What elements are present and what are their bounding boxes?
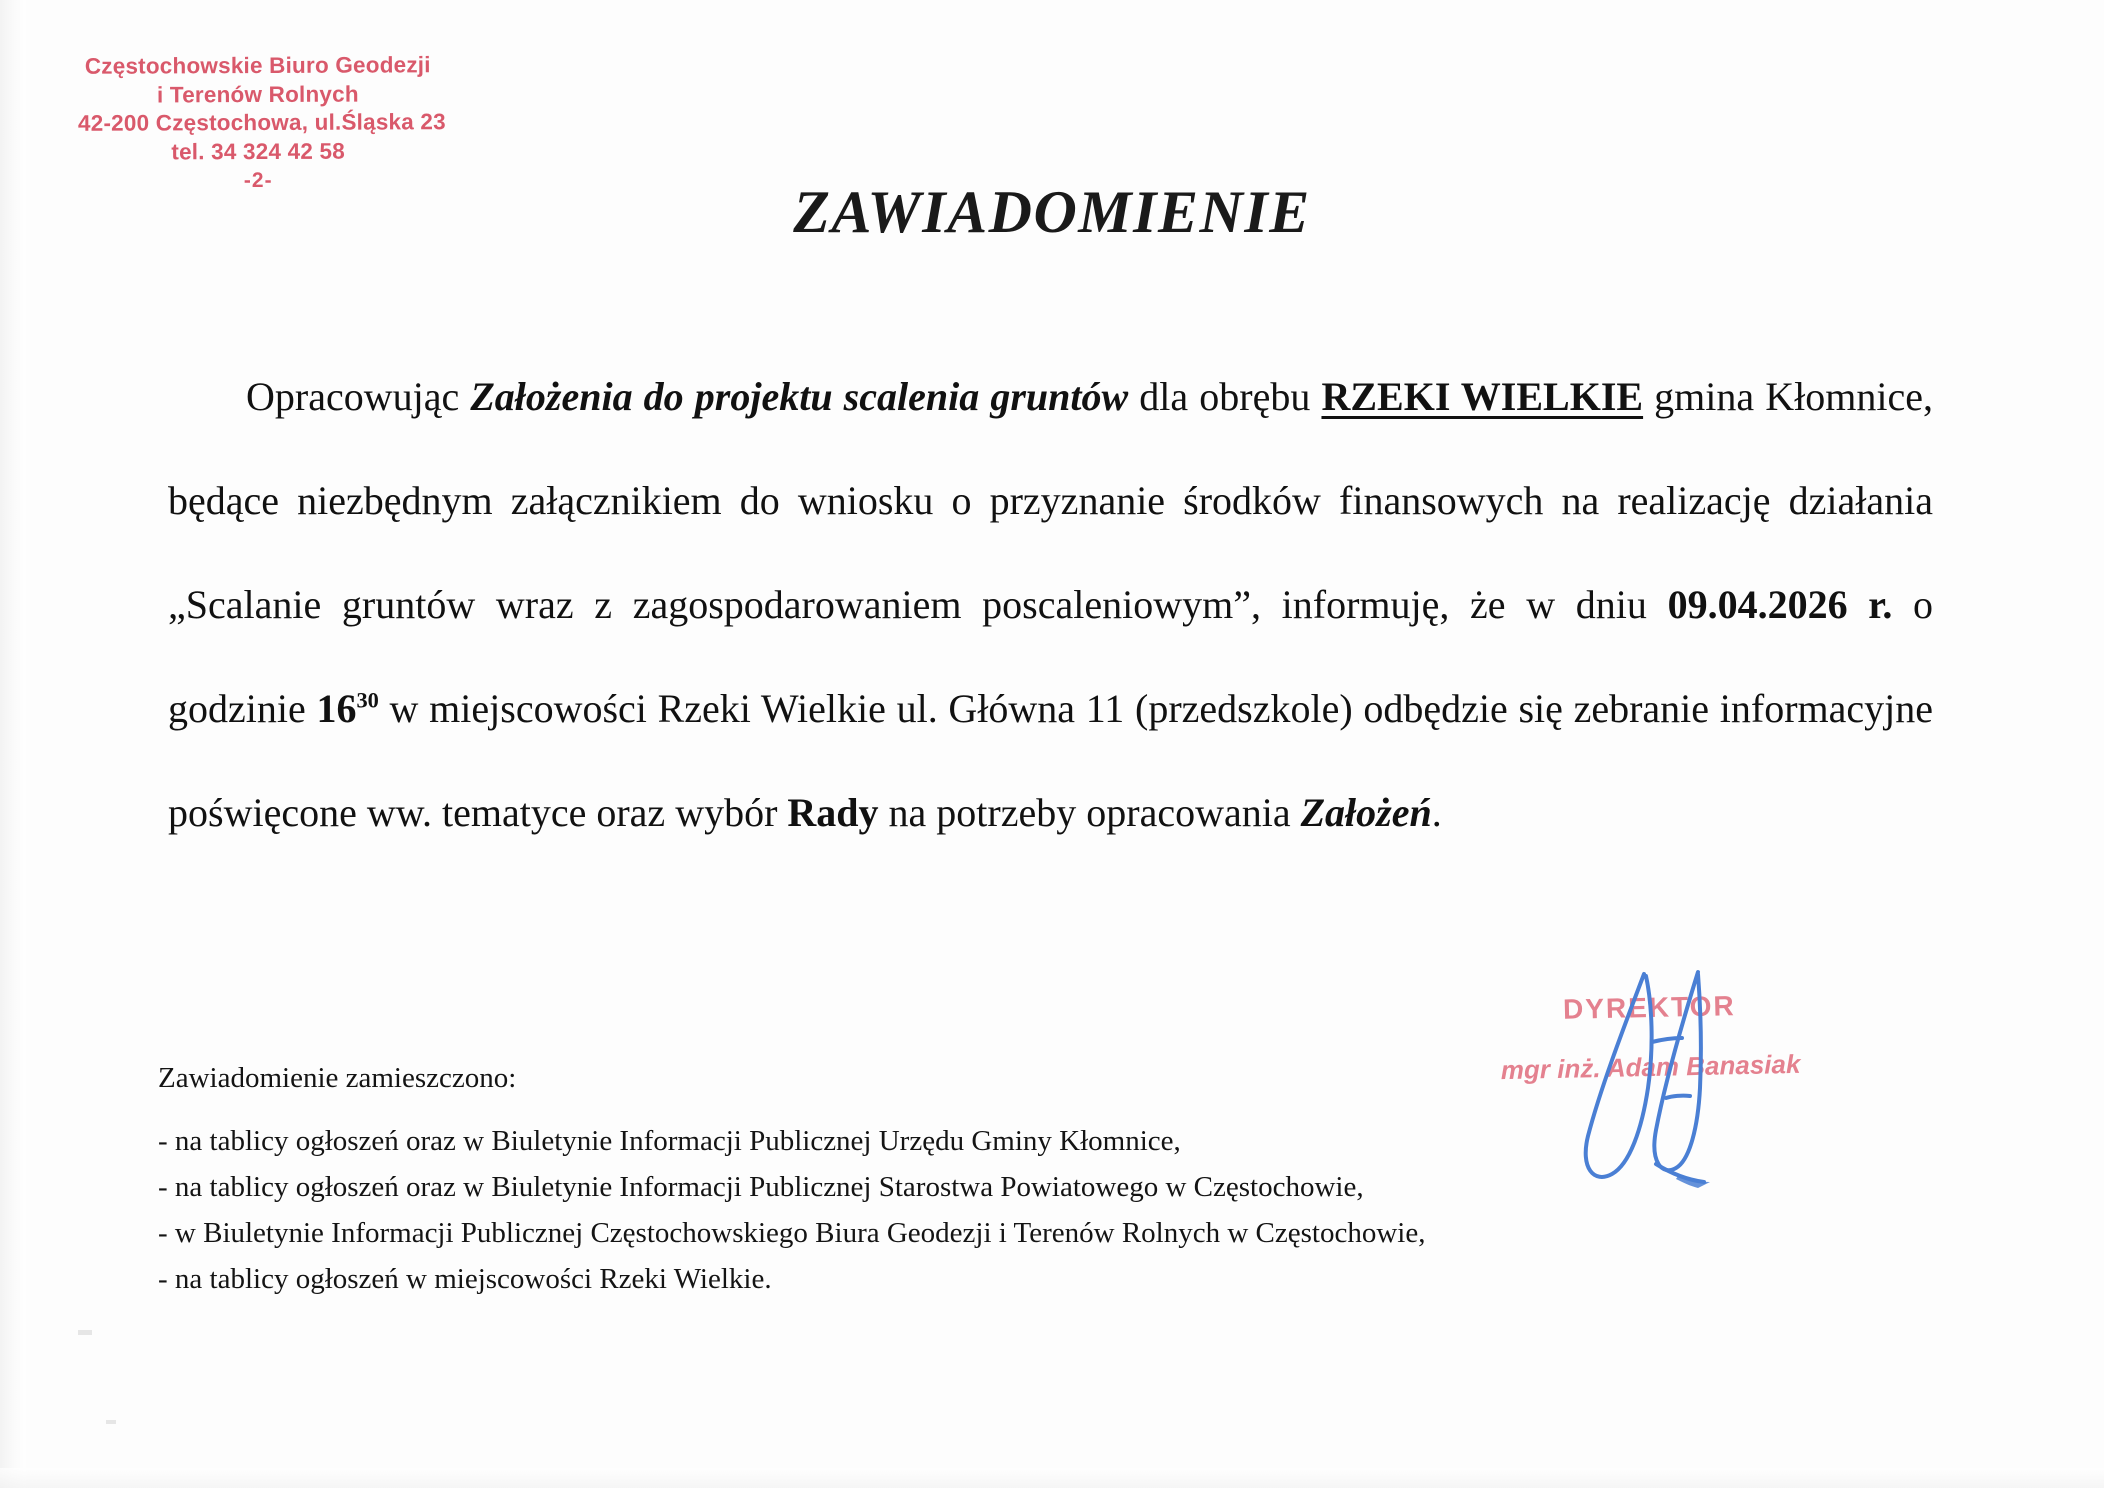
scan-speck: [78, 1330, 92, 1335]
body-emphasis-zalozen: Założeń: [1300, 790, 1432, 835]
signature-name: mgr inż. Adam Banasiak: [1500, 1048, 1801, 1086]
scan-edge-shading-bottom: [0, 1468, 2104, 1488]
body-strong-rady: Rady: [787, 790, 879, 835]
scan-speck: [106, 1420, 116, 1424]
office-stamp-line-4: tel. 34 324 42 58: [171, 138, 345, 165]
notice-list: [158, 1121, 1508, 1299]
body-text-5: w miejscowości Rzeki Wielkie ul. Główna 11 (przedszkole) odbędzie się zebranie informacyjne poświęcone ww. tematyce oraz wybór: [168, 686, 1934, 835]
list-item: - na tablicy ogłoszeń oraz w Biuletynie Informacji Publicznej Starostwa Powiatowego w Częstochowie,: [158, 1171, 1364, 1203]
office-stamp-line-1: Częstochowskie Biuro Geodezji: [84, 52, 431, 79]
body-strong-date: 09.04.2026 r.: [1667, 582, 1893, 627]
document-body: [168, 345, 1933, 865]
body-text-2: dla obrębu: [1128, 374, 1322, 419]
list-item: - na tablicy ogłoszeń w miejscowości Rzeki Wielkie.: [158, 1263, 772, 1295]
body-strong-time-minutes: 30: [356, 687, 379, 713]
office-stamp: [77, 51, 446, 195]
body-paragraph: [168, 345, 1933, 865]
director-signature-stamp: [1484, 989, 1816, 1087]
body-emphasis-zalozenia: Założenia do projektu scalenia gruntów: [470, 374, 1129, 419]
office-stamp-line-2: i Terenów Rolnych: [156, 81, 359, 108]
page-title: ZAWIADOMIENIE: [793, 179, 1311, 245]
body-text-7: .: [1431, 790, 1442, 835]
notice-heading: Zawiadomienie zamieszczono:: [158, 1062, 517, 1094]
body-strong-time: 16: [316, 686, 357, 731]
body-strong-obreb: RZEKI WIELKIE: [1321, 374, 1644, 419]
list-item: - na tablicy ogłoszeń oraz w Biuletynie Informacji Publicznej Urzędu Gminy Kłomnice,: [158, 1125, 1181, 1157]
page-number-marker: -2-: [243, 169, 273, 193]
list-item: - w Biuletynie Informacji Publicznej Częstochowskiego Biura Geodezji i Terenów Rolnych w Częstochowie,: [158, 1217, 1426, 1249]
body-text-3: gmina Kłomnice, będące niezbędnym załącznikiem do wniosku o przyznanie środków finansowych na realizację działania „Scalanie gruntów wraz z zagospodarowaniem poscaleniowym”, informuję, że w dniu: [168, 374, 1934, 627]
notice-distribution-block: [158, 1062, 1508, 1305]
office-stamp-line-3: 42-200 Częstochowa, ul.Śląska 23: [77, 109, 446, 136]
signature-role: DYREKTOR: [1562, 990, 1736, 1025]
body-text-6: na potrzeby opracowania: [878, 790, 1301, 835]
body-text-4: o godzinie: [168, 582, 1933, 731]
body-text-1: Opracowując: [246, 374, 471, 419]
